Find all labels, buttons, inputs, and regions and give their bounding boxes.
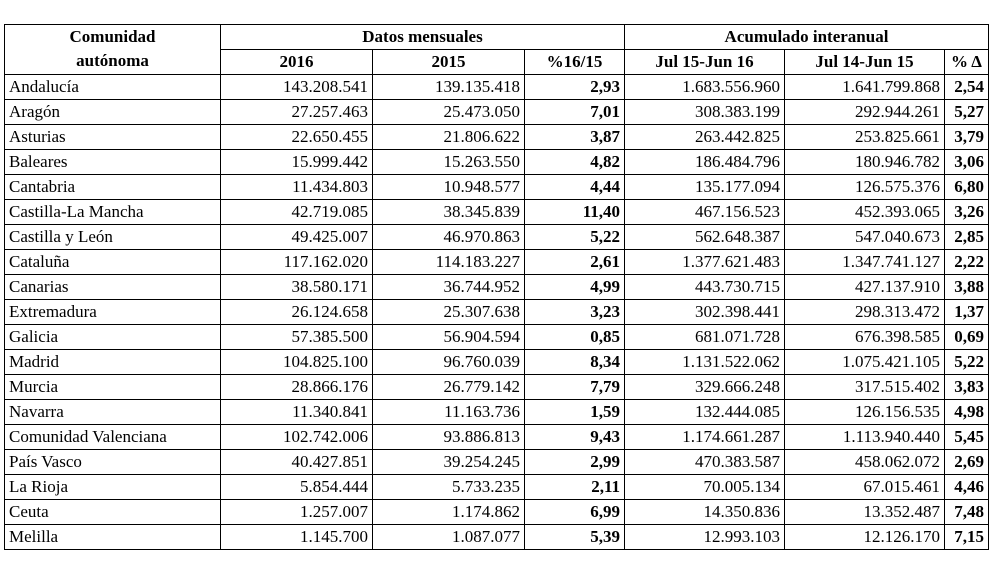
cell-2016: 22.650.455 [221, 125, 373, 150]
cell-2016: 28.866.176 [221, 375, 373, 400]
cell-pct-16-15: 2,11 [525, 475, 625, 500]
cell-pct-16-15: 4,99 [525, 275, 625, 300]
header-row-1 [5, 25, 989, 50]
cell-2015: 38.345.839 [373, 200, 525, 225]
table-row [5, 150, 989, 175]
cell-pct-16-15: 3,87 [525, 125, 625, 150]
header-2016: 2016 [221, 50, 373, 75]
cell-2015: 56.904.594 [373, 325, 525, 350]
header-2015: 2015 [373, 50, 525, 75]
cell-comunidad: Madrid [5, 350, 221, 375]
cell-jul15-jun16: 329.666.248 [625, 375, 785, 400]
cell-2016: 143.208.541 [221, 75, 373, 100]
cell-jul14-jun15: 458.062.072 [785, 450, 945, 475]
table-row [5, 500, 989, 525]
cell-jul14-jun15: 180.946.782 [785, 150, 945, 175]
cell-comunidad: Castilla-La Mancha [5, 200, 221, 225]
cell-2016: 26.124.658 [221, 300, 373, 325]
cell-pct-delta: 2,85 [945, 225, 989, 250]
cell-pct-delta: 7,48 [945, 500, 989, 525]
cell-jul14-jun15: 292.944.261 [785, 100, 945, 125]
table-row [5, 250, 989, 275]
cell-comunidad: Galicia [5, 325, 221, 350]
cell-2015: 15.263.550 [373, 150, 525, 175]
cell-jul14-jun15: 126.575.376 [785, 175, 945, 200]
header-comunidad-line1: Comunidad [69, 27, 156, 46]
cell-jul15-jun16: 132.444.085 [625, 400, 785, 425]
cell-pct-delta: 2,69 [945, 450, 989, 475]
cell-2016: 1.257.007 [221, 500, 373, 525]
cell-comunidad: Andalucía [5, 75, 221, 100]
cell-pct-16-15: 4,82 [525, 150, 625, 175]
cell-2015: 25.473.050 [373, 100, 525, 125]
cell-2015: 26.779.142 [373, 375, 525, 400]
table-wrapper [4, 24, 989, 550]
table-row [5, 125, 989, 150]
cell-pct-16-15: 2,61 [525, 250, 625, 275]
cell-comunidad: Aragón [5, 100, 221, 125]
cell-jul14-jun15: 547.040.673 [785, 225, 945, 250]
cell-pct-delta: 4,46 [945, 475, 989, 500]
cell-2016: 5.854.444 [221, 475, 373, 500]
cell-comunidad: Cataluña [5, 250, 221, 275]
cell-jul14-jun15: 126.156.535 [785, 400, 945, 425]
cell-pct-16-15: 11,40 [525, 200, 625, 225]
cell-pct-delta: 5,45 [945, 425, 989, 450]
cell-comunidad: Cantabria [5, 175, 221, 200]
cell-jul14-jun15: 253.825.661 [785, 125, 945, 150]
data-table [4, 24, 989, 550]
cell-jul14-jun15: 1.641.799.868 [785, 75, 945, 100]
cell-comunidad: Castilla y León [5, 225, 221, 250]
header-jul14-jun15: Jul 14-Jun 15 [785, 50, 945, 75]
cell-2016: 11.340.841 [221, 400, 373, 425]
cell-pct-delta: 2,22 [945, 250, 989, 275]
header-acumulado-interanual: Acumulado interanual [625, 25, 989, 50]
cell-pct-delta: 5,22 [945, 350, 989, 375]
cell-jul15-jun16: 135.177.094 [625, 175, 785, 200]
cell-jul14-jun15: 13.352.487 [785, 500, 945, 525]
header-pct-delta: % Δ [945, 50, 989, 75]
table-row [5, 300, 989, 325]
cell-2016: 49.425.007 [221, 225, 373, 250]
cell-jul15-jun16: 1.174.661.287 [625, 425, 785, 450]
table-row [5, 475, 989, 500]
cell-2016: 11.434.803 [221, 175, 373, 200]
cell-pct-16-15: 9,43 [525, 425, 625, 450]
cell-pct-delta: 7,15 [945, 525, 989, 550]
cell-2015: 39.254.245 [373, 450, 525, 475]
header-comunidad [5, 25, 221, 75]
cell-2015: 1.174.862 [373, 500, 525, 525]
table-row [5, 75, 989, 100]
cell-2016: 104.825.100 [221, 350, 373, 375]
cell-jul14-jun15: 427.137.910 [785, 275, 945, 300]
cell-2015: 5.733.235 [373, 475, 525, 500]
cell-comunidad: Asturias [5, 125, 221, 150]
header-jul15-jun16: Jul 15-Jun 16 [625, 50, 785, 75]
cell-pct-delta: 6,80 [945, 175, 989, 200]
cell-jul15-jun16: 263.442.825 [625, 125, 785, 150]
cell-2016: 27.257.463 [221, 100, 373, 125]
cell-pct-delta: 3,83 [945, 375, 989, 400]
cell-comunidad: Murcia [5, 375, 221, 400]
cell-jul15-jun16: 562.648.387 [625, 225, 785, 250]
cell-2015: 139.135.418 [373, 75, 525, 100]
cell-2016: 102.742.006 [221, 425, 373, 450]
cell-jul15-jun16: 14.350.836 [625, 500, 785, 525]
cell-jul15-jun16: 1.683.556.960 [625, 75, 785, 100]
cell-2015: 36.744.952 [373, 275, 525, 300]
cell-pct-delta: 2,54 [945, 75, 989, 100]
cell-2016: 40.427.851 [221, 450, 373, 475]
table-row [5, 225, 989, 250]
table-row [5, 400, 989, 425]
table-row [5, 325, 989, 350]
cell-comunidad: Comunidad Valenciana [5, 425, 221, 450]
cell-comunidad: Extremadura [5, 300, 221, 325]
cell-pct-delta: 3,88 [945, 275, 989, 300]
cell-2016: 42.719.085 [221, 200, 373, 225]
cell-pct-delta: 3,79 [945, 125, 989, 150]
header-datos-mensuales: Datos mensuales [221, 25, 625, 50]
cell-comunidad: Melilla [5, 525, 221, 550]
cell-jul15-jun16: 308.383.199 [625, 100, 785, 125]
cell-jul15-jun16: 12.993.103 [625, 525, 785, 550]
cell-pct-16-15: 4,44 [525, 175, 625, 200]
cell-pct-delta: 4,98 [945, 400, 989, 425]
table-row [5, 375, 989, 400]
cell-2015: 114.183.227 [373, 250, 525, 275]
table-row [5, 425, 989, 450]
header-pct-16-15: %16/15 [525, 50, 625, 75]
cell-jul14-jun15: 676.398.585 [785, 325, 945, 350]
cell-2016: 1.145.700 [221, 525, 373, 550]
cell-2016: 15.999.442 [221, 150, 373, 175]
cell-pct-16-15: 0,85 [525, 325, 625, 350]
cell-pct-delta: 3,26 [945, 200, 989, 225]
cell-2016: 117.162.020 [221, 250, 373, 275]
cell-pct-16-15: 8,34 [525, 350, 625, 375]
cell-jul15-jun16: 70.005.134 [625, 475, 785, 500]
cell-pct-16-15: 3,23 [525, 300, 625, 325]
cell-jul14-jun15: 1.075.421.105 [785, 350, 945, 375]
cell-pct-delta: 0,69 [945, 325, 989, 350]
cell-pct-16-15: 2,93 [525, 75, 625, 100]
cell-jul15-jun16: 1.131.522.062 [625, 350, 785, 375]
cell-2015: 93.886.813 [373, 425, 525, 450]
cell-jul14-jun15: 12.126.170 [785, 525, 945, 550]
table-row [5, 100, 989, 125]
cell-2016: 38.580.171 [221, 275, 373, 300]
cell-comunidad: País Vasco [5, 450, 221, 475]
table-row [5, 525, 989, 550]
header-comunidad-line2: autónoma [76, 51, 149, 70]
cell-comunidad: Baleares [5, 150, 221, 175]
cell-pct-16-15: 7,01 [525, 100, 625, 125]
cell-2015: 21.806.622 [373, 125, 525, 150]
cell-jul14-jun15: 67.015.461 [785, 475, 945, 500]
table-row [5, 350, 989, 375]
cell-comunidad: Canarias [5, 275, 221, 300]
cell-jul14-jun15: 1.113.940.440 [785, 425, 945, 450]
cell-jul15-jun16: 470.383.587 [625, 450, 785, 475]
cell-jul14-jun15: 298.313.472 [785, 300, 945, 325]
cell-comunidad: La Rioja [5, 475, 221, 500]
cell-jul14-jun15: 452.393.065 [785, 200, 945, 225]
cell-2015: 11.163.736 [373, 400, 525, 425]
cell-jul14-jun15: 1.347.741.127 [785, 250, 945, 275]
cell-jul14-jun15: 317.515.402 [785, 375, 945, 400]
cell-pct-delta: 5,27 [945, 100, 989, 125]
cell-jul15-jun16: 681.071.728 [625, 325, 785, 350]
cell-2015: 10.948.577 [373, 175, 525, 200]
cell-pct-delta: 3,06 [945, 150, 989, 175]
table-row [5, 275, 989, 300]
cell-2015: 1.087.077 [373, 525, 525, 550]
cell-jul15-jun16: 302.398.441 [625, 300, 785, 325]
cell-pct-16-15: 2,99 [525, 450, 625, 475]
cell-comunidad: Ceuta [5, 500, 221, 525]
cell-jul15-jun16: 186.484.796 [625, 150, 785, 175]
cell-comunidad: Navarra [5, 400, 221, 425]
cell-2015: 46.970.863 [373, 225, 525, 250]
cell-2016: 57.385.500 [221, 325, 373, 350]
cell-pct-16-15: 5,22 [525, 225, 625, 250]
cell-pct-delta: 1,37 [945, 300, 989, 325]
cell-pct-16-15: 6,99 [525, 500, 625, 525]
table-body [5, 75, 989, 550]
cell-jul15-jun16: 443.730.715 [625, 275, 785, 300]
cell-2015: 96.760.039 [373, 350, 525, 375]
cell-pct-16-15: 1,59 [525, 400, 625, 425]
cell-jul15-jun16: 467.156.523 [625, 200, 785, 225]
cell-pct-16-15: 5,39 [525, 525, 625, 550]
table-row [5, 175, 989, 200]
table-row [5, 450, 989, 475]
cell-pct-16-15: 7,79 [525, 375, 625, 400]
table-row [5, 200, 989, 225]
cell-2015: 25.307.638 [373, 300, 525, 325]
cell-jul15-jun16: 1.377.621.483 [625, 250, 785, 275]
